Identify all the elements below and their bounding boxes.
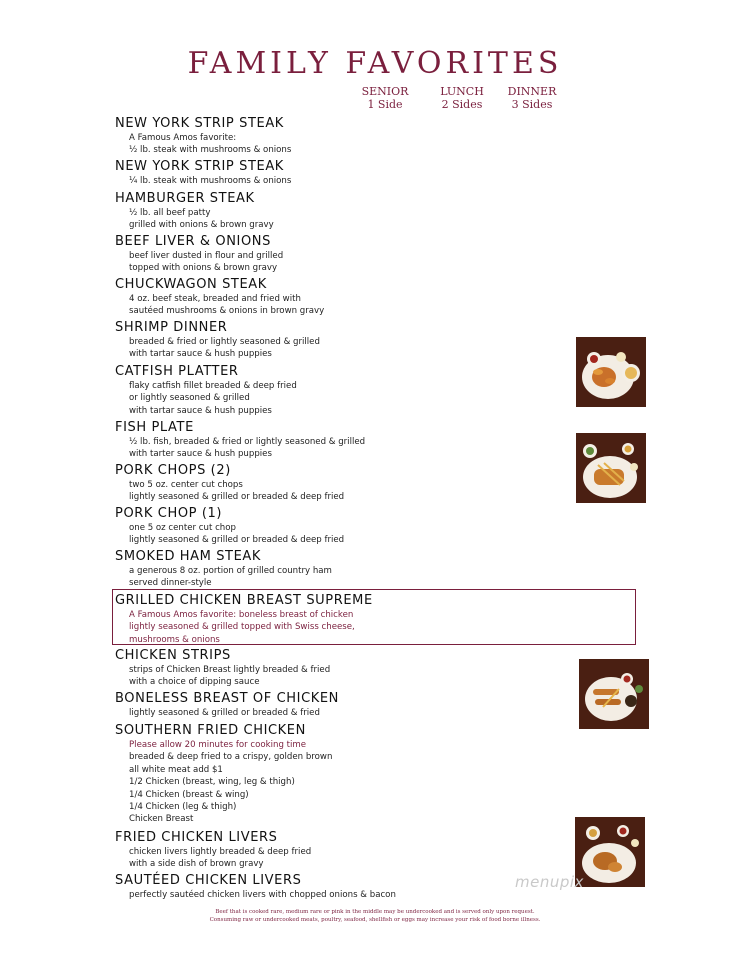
column-dinner: [487, 85, 577, 111]
item-desc: ½ lb. steak with mushrooms & onions: [129, 145, 292, 156]
menu-item-catfish: [115, 363, 635, 417]
item-desc: 1/4 Chicken (breast & wing): [129, 789, 249, 800]
menu-item-hamburger-steak: [115, 190, 635, 232]
item-desc: A Famous Amos favorite: boneless breast of chicken: [129, 610, 354, 620]
item-desc: chicken livers lightly breaded & deep fried: [129, 847, 312, 857]
item-name: CATFISH PLATTER: [115, 364, 239, 379]
item-desc: flaky catfish fillet breaded & deep fried: [129, 381, 297, 391]
food-photo-fried-chicken: [575, 817, 645, 887]
item-name: PORK CHOPS (2): [115, 463, 231, 478]
item-desc: perfectly sautéed chicken livers with chopped onions & bacon: [129, 890, 396, 900]
item-desc: lightly seasoned & grilled or breaded & deep fried: [129, 535, 345, 546]
item-desc: strips of Chicken Breast lightly breaded & fried: [129, 665, 331, 675]
item-desc: with tartar sauce & hush puppies: [129, 349, 272, 360]
item-name: BEEF LIVER & ONIONS: [115, 234, 271, 249]
food-photo-shrimp: [576, 337, 646, 407]
item-name: CHICKEN STRIPS: [115, 648, 231, 663]
item-desc: breaded & fried or lightly seasoned & grilled: [129, 337, 320, 347]
menu-item-pork-chops-2: [115, 462, 635, 504]
item-desc: sautéed mushrooms & onions in brown gravy: [129, 306, 325, 317]
menu-item-shrimp: [115, 319, 635, 361]
item-desc: grilled with onions & brown gravy: [129, 220, 274, 231]
item-desc: with tartar sauce & hush puppies: [129, 405, 272, 416]
item-name: BONELESS BREAST OF CHICKEN: [115, 691, 340, 706]
item-name: NEW YORK STRIP STEAK: [115, 159, 284, 174]
item-name: HAMBURGER STEAK: [115, 191, 255, 206]
item-desc: lightly seasoned & grilled or breaded & deep fried: [129, 492, 345, 503]
item-desc: breaded & deep fried to a crispy, golden brown: [129, 752, 333, 763]
item-desc: ½ lb. fish, breaded & fried or lightly seasoned & grilled: [129, 437, 366, 447]
item-desc: all white meat add $1: [129, 764, 223, 775]
column-label: DINNER: [507, 85, 557, 98]
menu-item-ny-strip-quarter: [115, 158, 635, 187]
item-name: GRILLED CHICKEN BREAST SUPREME: [115, 593, 373, 608]
menu-item-boneless-breast: [115, 690, 635, 719]
food-photo-chicken-strips: [579, 659, 649, 729]
food-photo-fish: [576, 433, 646, 503]
watermark: menupix: [515, 873, 584, 891]
item-desc: a generous 8 oz. portion of grilled country ham: [129, 566, 332, 576]
column-sub: 1 Side: [367, 98, 403, 111]
item-name: FRIED CHICKEN LIVERS: [115, 830, 278, 845]
column-sub: 3 Sides: [511, 98, 553, 111]
item-name: SAUTÉED CHICKEN LIVERS: [115, 873, 302, 888]
item-desc: 1/2 Chicken (breast, wing, leg & thigh): [129, 777, 295, 788]
item-desc: with a choice of dipping sauce: [129, 677, 260, 688]
item-name: SOUTHERN FRIED CHICKEN: [115, 723, 306, 738]
item-note: Please allow 20 minutes for cooking time: [129, 740, 307, 750]
disclaimer-line: Consuming raw or undercooked meats, poultry, seafood, shellfish or eggs may increase your risk of food borne illness.: [209, 917, 541, 923]
item-desc: with a side dish of brown gravy: [129, 859, 264, 870]
item-desc: topped with onions & brown gravy: [129, 263, 278, 274]
menu-item-beef-liver: [115, 233, 635, 275]
item-desc: mushrooms & onions: [129, 634, 220, 645]
menu-item-grilled-chicken-supreme: [115, 592, 635, 646]
item-desc: 1/4 Chicken (leg & thigh): [129, 802, 237, 813]
item-name: FISH PLATE: [115, 420, 194, 435]
item-name: CHUCKWAGON STEAK: [115, 277, 267, 292]
menu-item-pork-chop-1: [115, 505, 635, 547]
item-desc: with tarter sauce & hush puppies: [129, 449, 272, 460]
item-desc: Chicken Breast: [129, 814, 194, 825]
item-desc: lightly seasoned & grilled topped with Swiss cheese,: [129, 622, 355, 633]
item-desc: one 5 oz center cut chop: [129, 523, 236, 533]
item-name: NEW YORK STRIP STEAK: [115, 116, 284, 131]
menu-item-ny-strip-half: [115, 115, 635, 157]
item-desc: beef liver dusted in flour and grilled: [129, 251, 284, 261]
item-desc: two 5 oz. center cut chops: [129, 480, 243, 490]
item-desc: 4 oz. beef steak, breaded and fried with: [129, 294, 301, 304]
item-desc: or lightly seasoned & grilled: [129, 393, 250, 404]
item-desc: served dinner-style: [129, 578, 212, 589]
column-label: LUNCH: [440, 85, 484, 98]
item-desc: lightly seasoned & grilled or breaded & fried: [129, 708, 320, 718]
item-name: SMOKED HAM STEAK: [115, 549, 262, 564]
item-desc: A Famous Amos favorite:: [129, 133, 237, 143]
column-label: SENIOR: [361, 85, 409, 98]
disclaimer-line: Beef that is cooked rare, medium rare or pink in the middle may be undercooked and is served only upon request.: [215, 909, 535, 915]
menu-item-ham-steak: [115, 548, 635, 590]
menu-item-southern-fried-chicken: [115, 722, 635, 826]
menu-item-fish-plate: [115, 419, 635, 461]
item-desc: ½ lb. all beef patty: [129, 208, 211, 218]
menu-item-fried-chicken-livers: [115, 829, 635, 871]
menu-item-chicken-strips: [115, 647, 635, 689]
page-title: FAMILY FAVORITES: [187, 46, 563, 81]
menu-item-chuckwagon: [115, 276, 635, 318]
item-name: SHRIMP DINNER: [115, 320, 228, 335]
item-desc: ¼ lb. steak with mushrooms & onions: [129, 176, 292, 186]
column-sub: 2 Sides: [441, 98, 483, 111]
item-name: PORK CHOP (1): [115, 506, 223, 521]
